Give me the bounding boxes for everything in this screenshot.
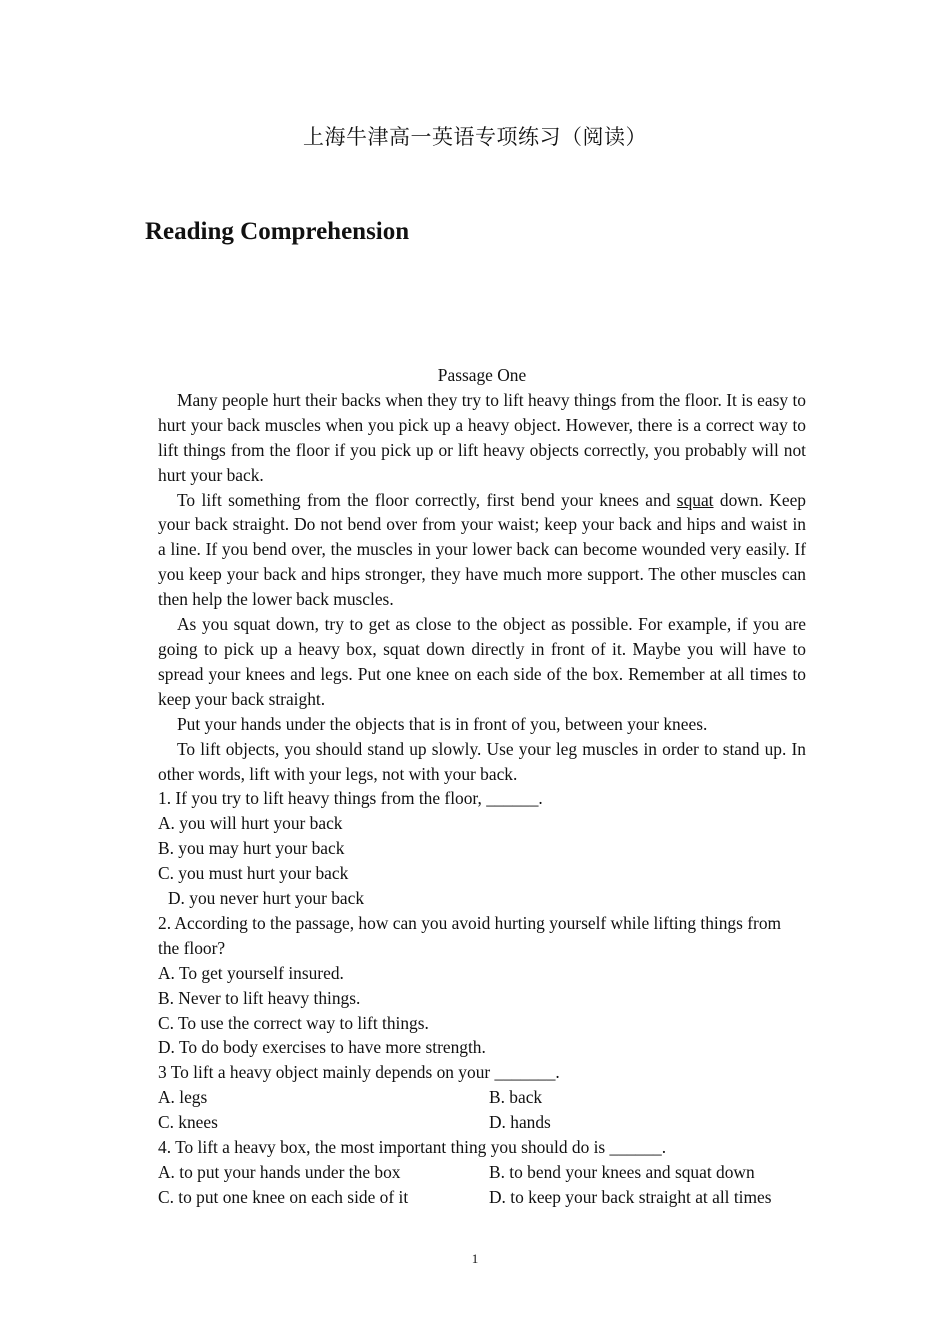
question-option: B. back <box>489 1087 543 1108</box>
question-option: B. Never to lift heavy things. <box>158 987 361 1008</box>
underlined-word-squat: squat <box>676 489 714 510</box>
passage-paragraph-3: As you squat down, try to get as close to the object as possible. For example, if you are going to pick up a heavy box, squat down directly in front of it. Maybe you will have to spread your knees and legs. Put one knee on each side of the box. Remember at all times to keep your back straight. <box>158 614 806 709</box>
option-row <box>158 1160 806 1185</box>
question-option: A. To get yourself insured. <box>158 962 344 983</box>
question-option: D. hands <box>489 1112 551 1133</box>
page-number: 1 <box>471 1251 479 1266</box>
page-title: 上海牛津高一英语专项练习（阅读） <box>303 125 647 149</box>
passage-paragraph-4: Put your hands under the objects that is in front of you, between your knees. <box>177 713 708 734</box>
option-row <box>158 1185 806 1210</box>
question-2 <box>158 911 806 1060</box>
question-option: D. to keep your back straight at all times <box>489 1186 772 1207</box>
question-option: D. you never hurt your back <box>168 888 365 909</box>
option-row <box>158 1110 806 1135</box>
question-option: B. to bend your knees and squat down <box>489 1162 755 1182</box>
question-stem: 3 To lift a heavy object mainly depends on your _______. <box>158 1062 560 1083</box>
question-3 <box>158 1060 806 1135</box>
question-stem: 2. According to the passage, how can you avoid hurting yourself while lifting things from the floor? <box>158 912 782 958</box>
question-option: D. To do body exercises to have more strength. <box>158 1037 486 1058</box>
paragraph-2-text-end: down. Keep your back straight. Do not bend over from your waist; keep your back and hips and waist in a line. If you bend over, the muscles in your lower back can become wounded very easily. If you keep your back and hips stronger, they have much more support. The other muscles can then help the lower back muscles. <box>158 489 806 610</box>
passage-paragraph-2 <box>158 488 806 613</box>
passage-title: Passage One <box>437 365 527 385</box>
question-option: C. to put one knee on each side of it <box>158 1186 409 1207</box>
question-option: A. you will hurt your back <box>158 813 343 834</box>
question-option: C. knees <box>158 1112 218 1133</box>
question-stem: 1. If you try to lift heavy things from the floor, ______. <box>158 788 543 809</box>
passage-paragraph-1: Many people hurt their backs when they try to lift heavy things from the floor. It is easy to hurt your back muscles when you pick up a heavy object. However, there is a correct way to lift things from the floor if you pick up or lift heavy objects correctly, you probably will not hurt your back. <box>158 389 806 485</box>
question-option: C. you must hurt your back <box>158 863 349 884</box>
question-stem: 4. To lift a heavy box, the most important thing you should do is ______. <box>158 1137 667 1158</box>
question-option: B. you may hurt your back <box>158 838 345 859</box>
passage-paragraph-5: To lift objects, you should stand up slowly. Use your leg muscles in order to stand up. In other words, lift with your legs, not with your back. <box>158 738 806 784</box>
option-row <box>158 1085 806 1110</box>
section-heading: Reading Comprehension <box>145 218 410 245</box>
question-4 <box>158 1135 806 1210</box>
document-body <box>158 363 806 1210</box>
question-1 <box>158 786 806 911</box>
question-option: A. legs <box>158 1087 208 1108</box>
paragraph-2-text-start: To lift something from the floor correctly, first bend your knees and <box>177 489 677 510</box>
question-option: C. To use the correct way to lift things. <box>158 1012 429 1033</box>
question-option: A. to put your hands under the box <box>158 1162 401 1182</box>
